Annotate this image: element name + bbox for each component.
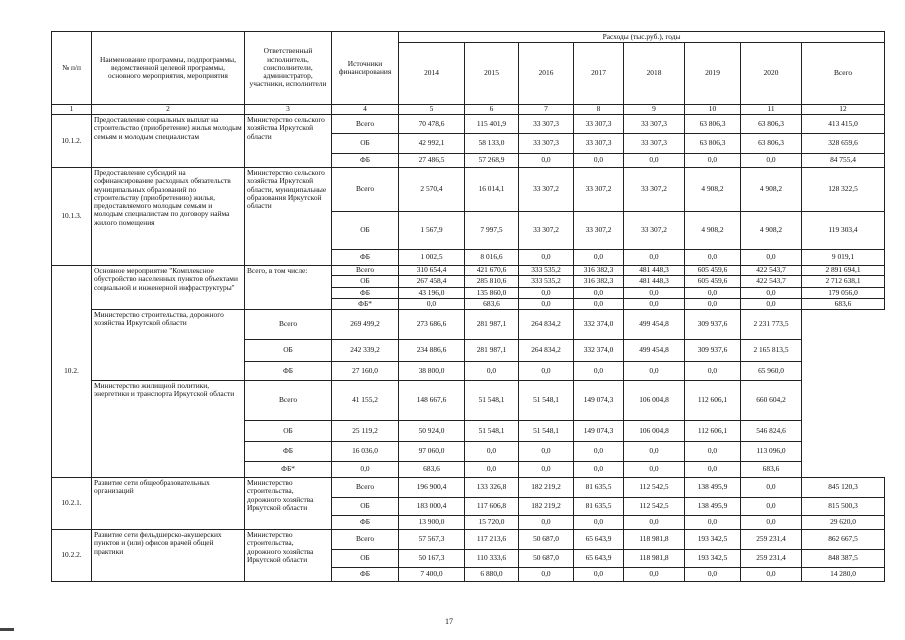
table-row xyxy=(52,381,885,421)
item-number: 10.2.1. xyxy=(52,478,92,530)
year-value: 0,0 xyxy=(574,568,624,582)
year-value: 50 924,0 xyxy=(399,421,465,442)
year-value: 8 016,6 xyxy=(465,250,519,266)
year-value: 7 400,0 xyxy=(399,568,465,582)
year-value: 683,6 xyxy=(399,462,465,478)
year-value: 242 339,2 xyxy=(332,340,399,362)
year-value: 0,0 xyxy=(624,362,685,381)
year-value: 138 495,9 xyxy=(685,498,741,516)
year-value: 0,0 xyxy=(519,250,574,266)
header-year: 2018 xyxy=(624,43,685,105)
year-value: 0,0 xyxy=(741,288,802,299)
column-number: 9 xyxy=(624,105,685,115)
total-value: 413 415,0 xyxy=(802,115,885,134)
year-value: 316 382,3 xyxy=(574,276,624,288)
header-year: 2017 xyxy=(574,43,624,105)
total-value: 848 387,5 xyxy=(802,550,885,568)
year-value: 193 342,5 xyxy=(685,530,741,550)
funding-source: ОБ xyxy=(245,421,332,442)
year-value: 481 448,3 xyxy=(624,276,685,288)
funding-source: ФБ xyxy=(332,250,399,266)
year-value: 0,0 xyxy=(519,288,574,299)
year-value: 51 548,1 xyxy=(519,381,574,421)
year-value: 0,0 xyxy=(519,442,574,462)
total-value: 179 056,0 xyxy=(802,288,885,299)
year-value: 117 213,6 xyxy=(465,530,519,550)
year-value: 63 806,3 xyxy=(685,115,741,134)
funding-source: ОБ xyxy=(332,550,399,568)
column-number: 6 xyxy=(465,105,519,115)
year-value: 259 231,4 xyxy=(741,530,802,550)
item-name: Основное мероприятие "Комплексное обустройство населенных пунктов объектами социальной и инженерной инфраструктуры" xyxy=(92,266,245,310)
year-value: 0,0 xyxy=(465,462,519,478)
item-executor: Всего, в том числе: xyxy=(245,266,332,310)
year-value: 0,0 xyxy=(741,299,802,310)
year-value: 112 542,5 xyxy=(624,478,685,498)
year-value: 0,0 xyxy=(465,442,519,462)
year-value: 183 000,4 xyxy=(399,498,465,516)
year-value: 110 333,6 xyxy=(465,550,519,568)
header-year: 2019 xyxy=(685,43,741,105)
total-value: 546 824,6 xyxy=(741,421,802,442)
total-value: 845 120,3 xyxy=(802,478,885,498)
funding-source: ОБ xyxy=(332,134,399,154)
year-value: 112 606,1 xyxy=(685,381,741,421)
header-year: 2014 xyxy=(399,43,465,105)
year-value: 97 060,0 xyxy=(399,442,465,462)
funding-source: ФБ xyxy=(332,154,399,168)
year-value: 0,0 xyxy=(574,516,624,530)
column-number: 10 xyxy=(685,105,741,115)
total-value: 862 667,5 xyxy=(802,530,885,550)
year-value: 0,0 xyxy=(685,362,741,381)
year-value: 112 542,5 xyxy=(624,498,685,516)
year-value: 273 686,6 xyxy=(399,310,465,340)
funding-source: ОБ xyxy=(332,276,399,288)
total-value: 9 019,1 xyxy=(802,250,885,266)
year-value: 51 548,1 xyxy=(519,421,574,442)
year-value: 51 548,1 xyxy=(465,381,519,421)
total-value: 683,6 xyxy=(741,462,802,478)
year-value: 33 307,3 xyxy=(574,115,624,134)
item-executor: Министерство сельского хозяйства Иркутской области, муниципальные образования Иркутской области xyxy=(245,168,332,266)
year-value: 1 567,9 xyxy=(399,212,465,250)
year-value: 149 074,3 xyxy=(574,381,624,421)
funding-source: ФБ xyxy=(332,516,399,530)
year-value: 33 307,3 xyxy=(574,134,624,154)
column-number: 7 xyxy=(519,105,574,115)
page-number: 17 xyxy=(445,617,453,626)
year-value: 65 643,9 xyxy=(574,550,624,568)
item-executor: Министерство строительства, дорожного хозяйства Иркутской области xyxy=(245,530,332,582)
year-value: 133 326,8 xyxy=(465,478,519,498)
year-value: 285 810,6 xyxy=(465,276,519,288)
year-value: 0,0 xyxy=(519,299,574,310)
year-value: 0,0 xyxy=(519,362,574,381)
year-value: 0,0 xyxy=(624,442,685,462)
year-value: 0,0 xyxy=(624,288,685,299)
item-executor: Министерство строительства, дорожного хозяйства Иркутской области xyxy=(245,478,332,530)
year-value: 0,0 xyxy=(465,362,519,381)
year-value: 0,0 xyxy=(519,568,574,582)
year-value: 0,0 xyxy=(685,462,741,478)
year-value: 182 219,2 xyxy=(519,478,574,498)
year-value: 135 860,0 xyxy=(465,288,519,299)
year-value: 0,0 xyxy=(685,288,741,299)
header-num: № п/п xyxy=(52,32,92,105)
year-value: 2 570,4 xyxy=(399,168,465,212)
year-value: 0,0 xyxy=(574,154,624,168)
year-value: 7 997,5 xyxy=(465,212,519,250)
year-value: 605 459,6 xyxy=(685,266,741,276)
year-value: 0,0 xyxy=(399,299,465,310)
year-value: 50 687,0 xyxy=(519,530,574,550)
total-value: 29 620,0 xyxy=(802,516,885,530)
year-value: 0,0 xyxy=(519,516,574,530)
year-value: 0,0 xyxy=(741,516,802,530)
year-value: 33 307,2 xyxy=(519,212,574,250)
year-value: 0,0 xyxy=(741,498,802,516)
year-value: 309 937,6 xyxy=(685,340,741,362)
year-value: 41 155,2 xyxy=(332,381,399,421)
year-value: 57 567,3 xyxy=(399,530,465,550)
total-value: 2 712 638,1 xyxy=(802,276,885,288)
year-value: 33 307,2 xyxy=(624,168,685,212)
total-value: 2 231 773,5 xyxy=(741,310,802,340)
year-value: 264 834,2 xyxy=(519,340,574,362)
year-value: 0,0 xyxy=(741,154,802,168)
year-value: 15 720,0 xyxy=(465,516,519,530)
year-value: 38 800,0 xyxy=(399,362,465,381)
total-value: 128 322,5 xyxy=(802,168,885,212)
table-row xyxy=(52,168,885,212)
funding-source: ОБ xyxy=(332,498,399,516)
year-value: 281 987,1 xyxy=(465,340,519,362)
year-value: 63 806,3 xyxy=(741,134,802,154)
year-value: 481 448,3 xyxy=(624,266,685,276)
item-number: 10.1.3. xyxy=(52,168,92,266)
year-value: 16 014,1 xyxy=(465,168,519,212)
year-value: 193 342,5 xyxy=(685,550,741,568)
funding-source: ОБ xyxy=(245,340,332,362)
header-name: Наименование программы, подпрограммы, ведомственной целевой программы, основного мероприятия, мероприятия xyxy=(92,32,245,105)
year-value: 33 307,3 xyxy=(624,134,685,154)
funding-source: Всего xyxy=(245,310,332,340)
year-value: 0,0 xyxy=(519,462,574,478)
year-value: 4 908,2 xyxy=(741,212,802,250)
year-value: 33 307,2 xyxy=(624,212,685,250)
year-value: 269 499,2 xyxy=(332,310,399,340)
table-body xyxy=(52,32,885,582)
year-value: 421 670,6 xyxy=(465,266,519,276)
year-value: 0,0 xyxy=(624,154,685,168)
year-value: 182 219,2 xyxy=(519,498,574,516)
total-value: 14 280,0 xyxy=(802,568,885,582)
item-name: Развитие сети фельдшерско-акушерских пунктов и (или) офисов врачей общей практики xyxy=(92,530,245,582)
year-value: 4 908,2 xyxy=(685,168,741,212)
total-value: 113 096,0 xyxy=(741,442,802,462)
year-value: 0,0 xyxy=(574,362,624,381)
year-value: 33 307,3 xyxy=(519,115,574,134)
year-value: 0,0 xyxy=(741,478,802,498)
year-value: 63 806,3 xyxy=(741,115,802,134)
year-value: 33 307,2 xyxy=(574,212,624,250)
item-name: Предоставление социальных выплат на строительство (приобретение) жилья молодым семьям и молодым специалистам xyxy=(92,115,245,168)
year-value: 51 548,1 xyxy=(465,421,519,442)
funding-source: Всего xyxy=(332,115,399,134)
year-value: 118 981,8 xyxy=(624,550,685,568)
year-value: 58 133,0 xyxy=(465,134,519,154)
year-value: 0,0 xyxy=(685,154,741,168)
year-value: 310 654,4 xyxy=(399,266,465,276)
item-number: 10.2. xyxy=(52,266,92,478)
year-value: 138 495,9 xyxy=(685,478,741,498)
item-number: 10.1.2. xyxy=(52,115,92,168)
year-value: 6 880,0 xyxy=(465,568,519,582)
year-value: 16 036,0 xyxy=(332,442,399,462)
table-row xyxy=(52,266,885,276)
table-row xyxy=(52,530,885,550)
year-value: 106 004,8 xyxy=(624,381,685,421)
year-value: 50 687,0 xyxy=(519,550,574,568)
total-value: 65 960,0 xyxy=(741,362,802,381)
year-value: 309 937,6 xyxy=(685,310,741,340)
column-number: 3 xyxy=(245,105,332,115)
year-value: 148 667,6 xyxy=(399,381,465,421)
column-numbers-row xyxy=(52,105,885,115)
header-source: Источники финансирования xyxy=(332,32,399,105)
year-value: 499 454,8 xyxy=(624,340,685,362)
total-value: 328 659,6 xyxy=(802,134,885,154)
year-value: 267 458,4 xyxy=(399,276,465,288)
total-value: 660 604,2 xyxy=(741,381,802,421)
funding-source: ФБ xyxy=(245,362,332,381)
year-value: 333 535,2 xyxy=(519,276,574,288)
year-value: 683,6 xyxy=(465,299,519,310)
item-name: Предоставление субсидий на софинансирование расходных обязательств муниципальных образований по строительству (приобретению) жилья, предоставляемого молодым семьям и молодым специалистам по договору найма жилого помещения xyxy=(92,168,245,266)
year-value: 81 635,5 xyxy=(574,478,624,498)
year-value: 70 478,6 xyxy=(399,115,465,134)
year-value: 112 606,1 xyxy=(685,421,741,442)
year-value: 332 374,0 xyxy=(574,340,624,362)
year-value: 0,0 xyxy=(574,462,624,478)
year-value: 0,0 xyxy=(685,250,741,266)
year-value: 117 606,8 xyxy=(465,498,519,516)
year-value: 1 002,5 xyxy=(399,250,465,266)
year-value: 0,0 xyxy=(574,288,624,299)
column-number: 4 xyxy=(332,105,399,115)
funding-source: ФБ xyxy=(332,568,399,582)
funding-source: Всего xyxy=(332,266,399,276)
year-value: 0,0 xyxy=(685,516,741,530)
year-value: 316 382,3 xyxy=(574,266,624,276)
column-number: 2 xyxy=(92,105,245,115)
item-executor: Министерство сельского хозяйства Иркутской области xyxy=(245,115,332,168)
expenses-table xyxy=(51,31,885,582)
funding-source: Всего xyxy=(332,168,399,212)
year-value: 499 454,8 xyxy=(624,310,685,340)
item-number: 10.2.2. xyxy=(52,530,92,582)
total-value: 815 500,3 xyxy=(802,498,885,516)
column-number: 8 xyxy=(574,105,624,115)
year-value: 281 987,1 xyxy=(465,310,519,340)
year-value: 333 535,2 xyxy=(519,266,574,276)
year-value: 33 307,3 xyxy=(519,134,574,154)
table-row xyxy=(52,115,885,134)
year-value: 422 543,7 xyxy=(741,266,802,276)
table-row xyxy=(52,478,885,498)
year-value: 81 635,5 xyxy=(574,498,624,516)
year-value: 0,0 xyxy=(332,462,399,478)
year-value: 0,0 xyxy=(741,250,802,266)
total-value: 119 303,4 xyxy=(802,212,885,250)
header-year: 2020 xyxy=(741,43,802,105)
year-value: 0,0 xyxy=(574,299,624,310)
column-number: 12 xyxy=(802,105,885,115)
year-value: 33 307,2 xyxy=(519,168,574,212)
year-value: 63 806,3 xyxy=(685,134,741,154)
year-value: 13 900,0 xyxy=(399,516,465,530)
total-value: 2 891 694,1 xyxy=(802,266,885,276)
funding-source: Всего xyxy=(332,530,399,550)
year-value: 605 459,6 xyxy=(685,276,741,288)
funding-source: ФБ* xyxy=(245,462,332,478)
year-value: 0,0 xyxy=(624,299,685,310)
item-executor: Министерство строительства, дорожного хозяйства Иркутской области xyxy=(92,310,245,381)
header-year: 2016 xyxy=(519,43,574,105)
year-value: 0,0 xyxy=(685,442,741,462)
year-value: 422 543,7 xyxy=(741,276,802,288)
year-value: 264 834,2 xyxy=(519,310,574,340)
funding-source: ФБ xyxy=(245,442,332,462)
year-value: 27 486,5 xyxy=(399,154,465,168)
column-number: 11 xyxy=(741,105,802,115)
year-value: 4 908,2 xyxy=(741,168,802,212)
year-value: 50 167,3 xyxy=(399,550,465,568)
year-value: 0,0 xyxy=(574,442,624,462)
year-value: 57 268,9 xyxy=(465,154,519,168)
item-executor: Министерство жилищной политики, энергетики и транспорта Иркутской области xyxy=(92,381,245,478)
year-value: 234 886,6 xyxy=(399,340,465,362)
year-value: 0,0 xyxy=(624,250,685,266)
item-name: Развитие сети общеобразовательных организаций xyxy=(92,478,245,530)
year-value: 259 231,4 xyxy=(741,550,802,568)
total-value: 2 165 813,5 xyxy=(741,340,802,362)
year-value: 106 004,8 xyxy=(624,421,685,442)
header-executor: Ответственный исполнитель, соисполнители, администратор, участники, исполнители xyxy=(245,32,332,105)
table-row xyxy=(52,310,885,340)
header-year: 2015 xyxy=(465,43,519,105)
year-value: 65 643,9 xyxy=(574,530,624,550)
year-value: 196 900,4 xyxy=(399,478,465,498)
year-value: 0,0 xyxy=(624,568,685,582)
year-value: 43 196,0 xyxy=(399,288,465,299)
year-value: 118 981,8 xyxy=(624,530,685,550)
year-value: 0,0 xyxy=(685,299,741,310)
funding-source: ОБ xyxy=(332,212,399,250)
year-value: 42 992,1 xyxy=(399,134,465,154)
header-total: Всего xyxy=(802,43,885,105)
column-number: 1 xyxy=(52,105,92,115)
funding-source: Всего xyxy=(245,381,332,421)
scan-artifact xyxy=(0,628,14,631)
year-value: 0,0 xyxy=(685,568,741,582)
year-value: 149 074,3 xyxy=(574,421,624,442)
funding-source: ФБ xyxy=(332,288,399,299)
header-row xyxy=(52,32,885,43)
total-value: 683,6 xyxy=(802,299,885,310)
year-value: 33 307,2 xyxy=(574,168,624,212)
header-expenses: Расходы (тыс.руб.), годы xyxy=(399,32,885,43)
year-value: 0,0 xyxy=(624,462,685,478)
year-value: 27 160,0 xyxy=(332,362,399,381)
year-value: 4 908,2 xyxy=(685,212,741,250)
year-value: 0,0 xyxy=(519,154,574,168)
year-value: 115 401,9 xyxy=(465,115,519,134)
funding-source: ФБ* xyxy=(332,299,399,310)
funding-source: Всего xyxy=(332,478,399,498)
total-value: 84 755,4 xyxy=(802,154,885,168)
year-value: 0,0 xyxy=(624,516,685,530)
year-value: 0,0 xyxy=(741,568,802,582)
column-number: 5 xyxy=(399,105,465,115)
year-value: 25 119,2 xyxy=(332,421,399,442)
year-value: 332 374,0 xyxy=(574,310,624,340)
year-value: 33 307,3 xyxy=(624,115,685,134)
year-value: 0,0 xyxy=(574,250,624,266)
